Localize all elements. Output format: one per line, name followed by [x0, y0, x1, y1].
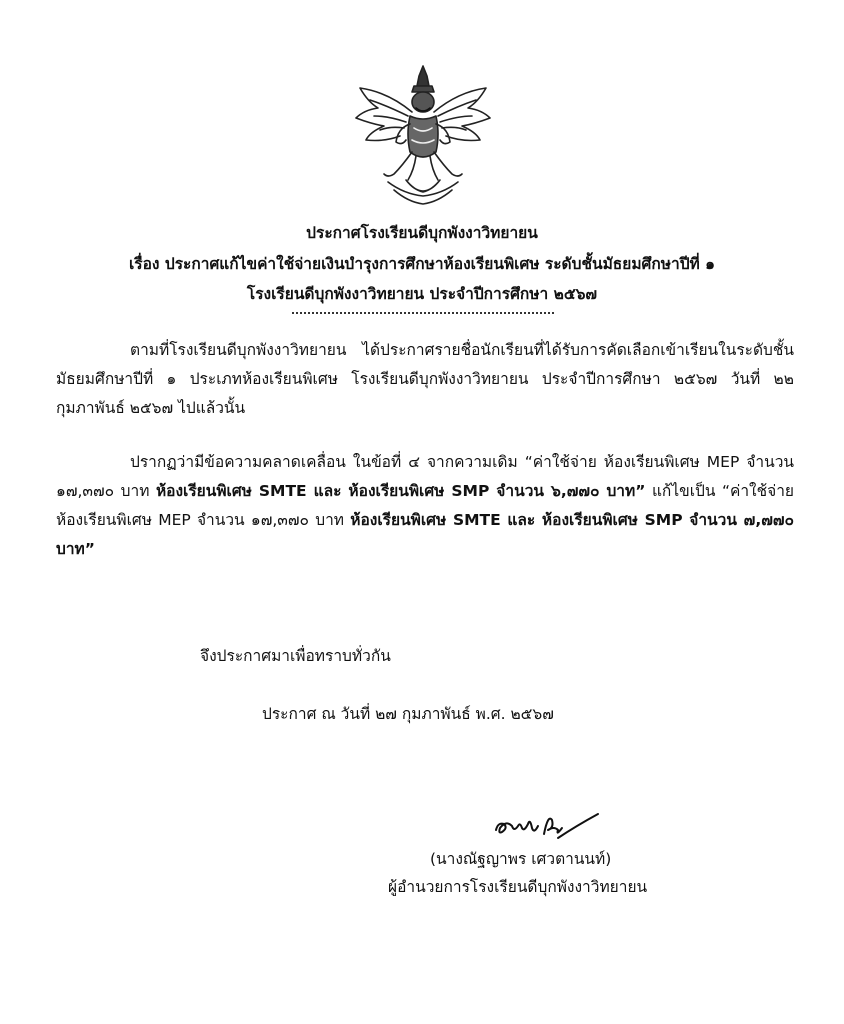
- body-paragraph-2: [56, 448, 794, 564]
- garuda-emblem-icon: [348, 62, 498, 208]
- announcement-school-year: โรงเรียนดีบุกพังงาวิทยายน ประจำปีการศึกษา ๒๕๖๗: [246, 285, 598, 303]
- paragraph-2-text-a: ปรากฏว่ามีข้อความคลาดเคลื่อน ในข้อที่ ๔ จากความเดิม “ค่าใช้จ่าย ห้องเรียนพิเศษ MEP จำนวน ๑๗,๓๗๐ บาท: [56, 453, 794, 500]
- signer-name: (นางณัฐญาพร เศวตานนท์): [430, 850, 612, 868]
- paragraph-1-text: ตามที่โรงเรียนดีบุกพังงาวิทยายน ได้ประกาศรายชื่อนักเรียนที่ได้รับการคัดเลือกเข้าเรียนในระดับชั้นมัธยมศึกษาปีที่ ๑ ประเภทห้องเรียนพิเศษ โรงเรียนดีบุกพังงาวิทยายน ประจำปีการศึกษา ๒๕๖๗ วันที่ ๒๒ กุมภาพันธ์ ๒๕๖๗ ไปแล้วนั้น: [56, 341, 794, 417]
- paragraph-2-text-b: แก้ไขเป็น “ค่าใช้จ่าย ห้องเรียนพิเศษ MEP จำนวน ๑๗,๓๗๐ บาท: [56, 482, 795, 529]
- handwritten-signature-icon: [492, 804, 602, 844]
- announcement-date: ประกาศ ณ วันที่ ๒๗ กุมภาพันธ์ พ.ศ. ๒๕๖๗: [262, 705, 554, 723]
- dotted-divider: [292, 312, 554, 314]
- announcement-subject: เรื่อง ประกาศแก้ไขค่าใช้จ่ายเงินบำรุงการศึกษาห้องเรียนพิเศษ ระดับชั้นมัธยมศึกษาปีที่ ๑: [128, 255, 715, 273]
- paragraph-2-bold-b: ห้องเรียนพิเศษ SMTE และ ห้องเรียนพิเศษ SMP จำนวน ๗,๗๗๐ บาท”: [56, 511, 794, 558]
- paragraph-2-bold-a: ห้องเรียนพิเศษ SMTE และ ห้องเรียนพิเศษ SMP จำนวน ๖,๗๗๐ บาท”: [155, 482, 646, 500]
- closing-line: จึงประกาศมาเพื่อทราบทั่วกัน: [200, 647, 391, 665]
- announcement-title: ประกาศโรงเรียนดีบุกพังงาวิทยายน: [306, 224, 538, 242]
- body-paragraph-1: [56, 336, 794, 423]
- signer-position: ผู้อำนวยการโรงเรียนดีบุกพังงาวิทยายน: [388, 878, 648, 896]
